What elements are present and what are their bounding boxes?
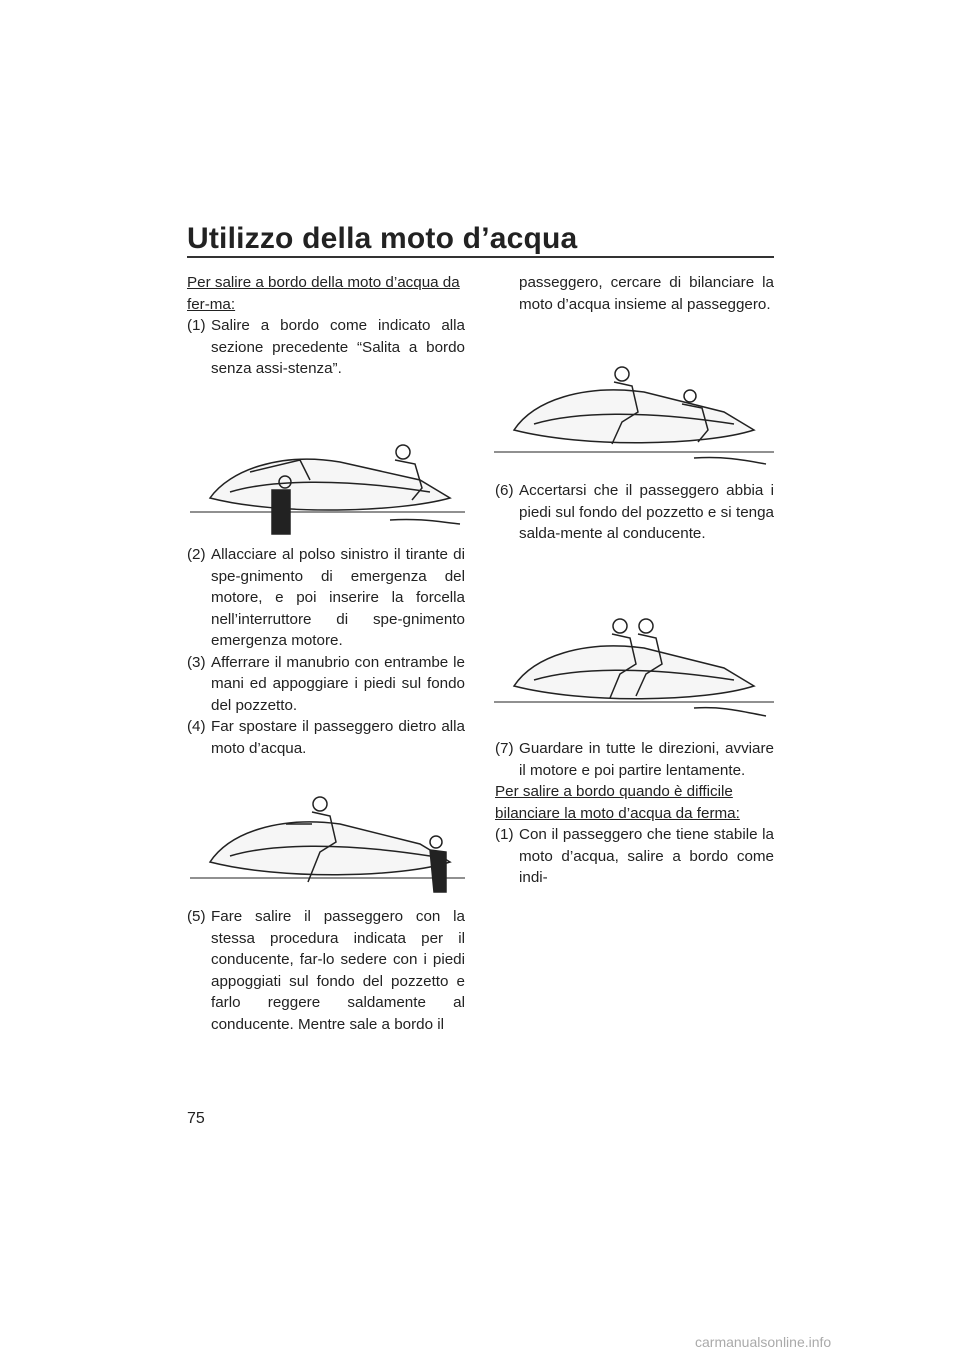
right-column-2 (495, 480, 774, 545)
step-1: (1) Salire a bordo come indicato alla sezione precedente “Salita a bordo senza assi-stenza”. (187, 317, 465, 377)
step-7: (7) Guardare in tutte le direzioni, avviare il motore e poi partire lentamente. (495, 740, 774, 779)
jetski-illustration-3 (494, 360, 774, 468)
step-5-continued: passeggero, cercare di bilanciare la moto d’acqua insieme al passeggero. (519, 274, 774, 313)
page-number: 75 (187, 1110, 205, 1127)
left-column-3 (187, 906, 465, 1035)
right-column (495, 272, 774, 315)
jetski-illustration-4 (494, 610, 774, 722)
jetski-illustration-1 (190, 440, 465, 540)
left-column-2 (187, 544, 465, 759)
step-6: (6) Accertarsi che il passeggero abbia i piedi sul fondo del pozzetto e si tenga salda-mente al conducente. (495, 482, 774, 542)
section-heading-1: Per salire a bordo della moto d’acqua da fer-ma: (187, 274, 460, 313)
jetski-illustration-2 (190, 792, 465, 900)
right-column-3 (495, 738, 774, 889)
left-column (187, 272, 465, 380)
title-rule (187, 256, 774, 258)
watermark: carmanualsonline.info (695, 1334, 832, 1350)
page-title: Utilizzo della moto d’acqua (187, 222, 578, 255)
step-3: (3) Afferrare il manubrio con entrambe le mani ed appoggiare i piedi sul fondo del pozzetto. (187, 653, 465, 714)
step-4: (4) Far spostare il passeggero dietro alla moto d’acqua. (187, 718, 465, 757)
step-5: (5) Fare salire il passeggero con la stessa procedura indicata per il conducente, far-lo sedere con i piedi appoggiati sul fondo del pozzetto e farlo reggere saldamente al conducente. Mentre sale a bordo il (187, 908, 465, 1033)
step-2: (2) Allacciare al polso sinistro il tirante di spe-gnimento di emergenza del motore, e poi inserire la forcella nell’interruttore di spe-gnimento emergenza motore. (187, 546, 465, 649)
section-heading-2: Per salire a bordo quando è difficile bilanciare la moto d’acqua da ferma: (495, 783, 740, 822)
step-1b: (1) Con il passeggero che tiene stabile la moto d’acqua, salire a bordo come indi- (495, 826, 774, 886)
